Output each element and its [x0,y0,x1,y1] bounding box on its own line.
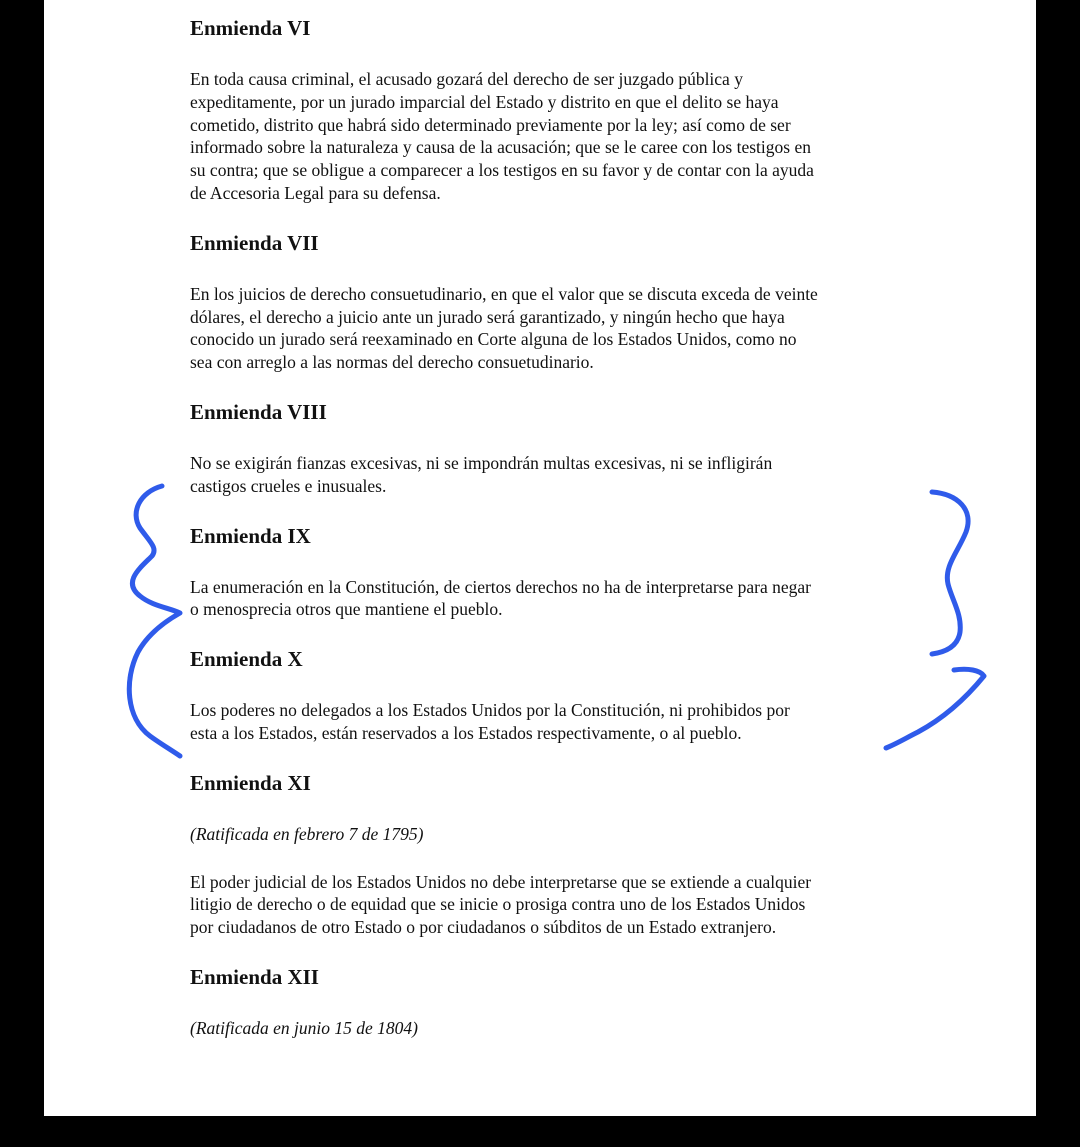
amendment-ix [190,523,910,647]
paragraph-line: conocido un jurado será reexaminado en Corte alguna de los Estados Unidos, como no [190,329,797,350]
paragraph-line: expeditamente, por un jurado imparcial del Estado y distrito en que el delito se haya [190,91,779,112]
paragraph-line: de Accesoria Legal para su defensa. [190,182,441,203]
ratification-note: (Ratificada en junio 15 de 1804) [190,1017,418,1038]
document-content [190,15,910,1040]
section-paragraph [190,699,910,745]
paragraph-line: esta a los Estados, están reservados a los Estados respectivamente, o al pueblo. [190,722,742,743]
section-heading: Enmienda VII [190,230,319,255]
paragraph-line: Los poderes no delegados a los Estados Unidos por la Constitución, ni prohibidos por [190,700,790,721]
section-heading: Enmienda IX [190,523,311,548]
section-paragraph [190,576,910,622]
paragraph-line: sea con arreglo a las normas del derecho consuetudinario. [190,352,594,373]
section-paragraph [190,871,910,939]
paragraph-line: informado sobre la naturaleza y causa de la acusación; que se le caree con los testigos en [190,137,811,158]
paragraph-line: castigos crueles e inusuales. [190,475,387,496]
paragraph-line: En toda causa criminal, el acusado gozará del derecho de ser juzgado pública y [190,69,743,89]
ratification-note: (Ratificada en febrero 7 de 1795) [190,823,424,844]
paragraph-line: No se exigirán fianzas excesivas, ni se impondrán multas excesivas, ni se infligirán [190,452,773,473]
section-heading: Enmienda VI [190,16,311,40]
section-heading: Enmienda X [190,647,303,672]
amendment-vi [190,15,910,230]
paragraph-line: cometido, distrito que habrá sido determinado previamente por la ley; así como de ser [190,114,791,135]
paragraph-line: o menosprecia otros que mantiene el pueblo. [190,599,503,620]
amendment-x [190,646,910,770]
paragraph-line: dólares, el derecho a juicio ante un jurado será garantizado, y ningún hecho que haya [190,306,785,327]
section-paragraph [190,452,910,498]
section-heading: Enmienda XI [190,770,311,795]
paragraph-line: su contra; que se obligue a comparecer a los testigos en su favor y de contar con la ayuda [190,160,814,181]
amendment-vii [190,230,910,399]
paragraph-line: por ciudadanos de otro Estado o por ciudadanos o súbditos de un Estado extranjero. [190,917,777,938]
amendment-viii [190,399,910,523]
section-heading: Enmienda VIII [190,399,327,424]
section-heading: Enmienda XII [190,964,319,989]
section-paragraph [190,68,910,205]
paragraph-line: litigio de derecho o de equidad que se inicie o prosiga contra uno de los Estados Unidos [190,894,806,915]
paragraph-line: En los juicios de derecho consuetudinario, en que el valor que se discuta exceda de veinte [190,283,818,304]
section-paragraph [190,283,910,374]
paragraph-line: La enumeración en la Constitución, de ciertos derechos no ha de interpretarse para negar [190,576,811,597]
paragraph-line: El poder judicial de los Estados Unidos no debe interpretarse que se extiende a cualquier [190,871,812,892]
amendment-xi [190,770,910,964]
amendment-xii [190,964,910,1040]
